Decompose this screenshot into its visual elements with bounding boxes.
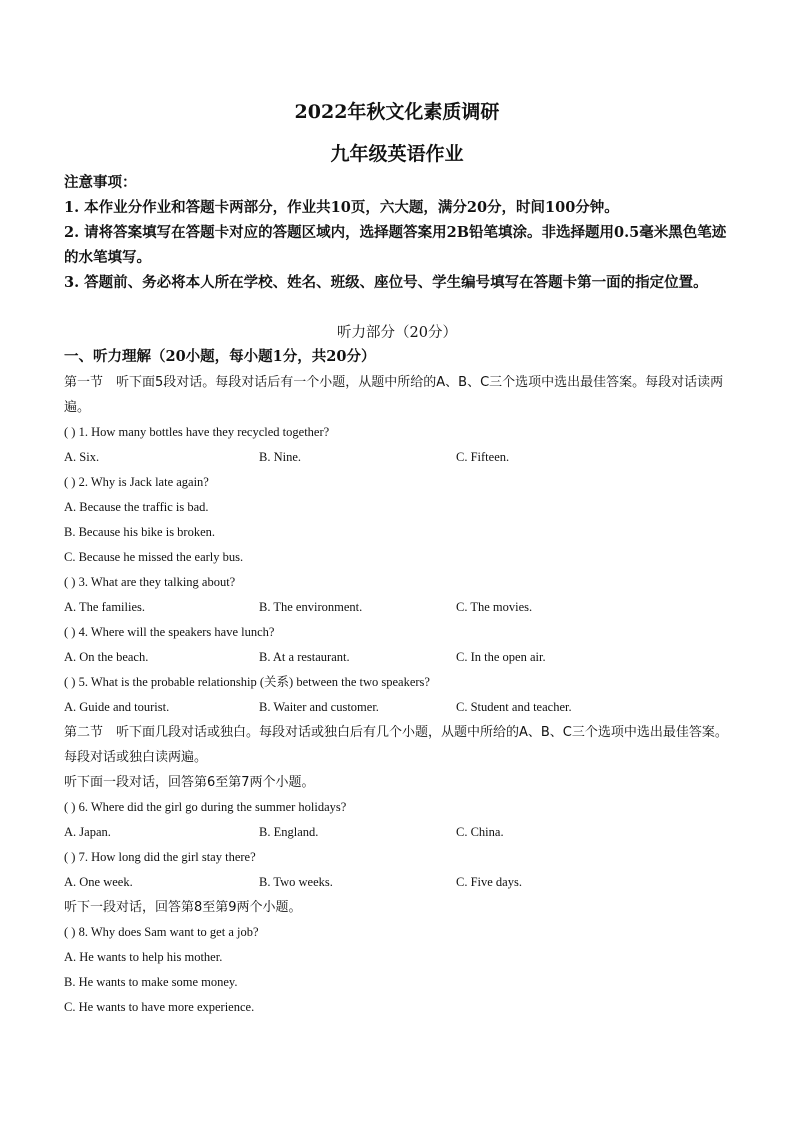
question-3: ( ) 3. What are they talking about? bbox=[64, 575, 236, 589]
option-4c: C. In the open air. bbox=[456, 650, 546, 664]
dialogue-2-intro: 听下一段对话，回答第8至第9两个小题。 bbox=[64, 900, 302, 915]
option-6c: C. China. bbox=[456, 825, 504, 839]
option-3a: A. The families. bbox=[64, 600, 145, 614]
option-1b: B. Nine. bbox=[259, 450, 302, 464]
question-1: ( ) 1. How many bottles have they recycled together? bbox=[64, 425, 330, 439]
options-row-6 bbox=[64, 820, 734, 845]
question-5: ( ) 5. What is the probable relationship (关系) between the two speakers? bbox=[64, 675, 430, 689]
option-3b: B. The environment. bbox=[259, 600, 363, 614]
section-2-intro: 第二节 听下面几段对话或独白。每段对话或独白后有几个小题，从题中所给的A、B、C三个选项中选出最佳答案。每段对话或独白读两遍。 bbox=[64, 725, 728, 765]
note-item-3: 3. 答题前、务必将本人所在学校、姓名、班级、座位号、学生编号填写在答题卡第一面的指定位置。 bbox=[64, 274, 708, 291]
page-title: 2022年秋文化素质调研 bbox=[294, 101, 500, 123]
options-row-3 bbox=[64, 595, 734, 620]
question-2: ( ) 2. Why is Jack late again? bbox=[64, 475, 209, 489]
options-row-4 bbox=[64, 645, 734, 670]
page-subtitle: 九年级英语作业 bbox=[330, 143, 464, 165]
note-item-2: 2. 请将答案填写在答题卡对应的答题区域内，选择题答案用2B铅笔填涂。非选择题用0.5毫米黑色笔迹的水笔填写。 bbox=[64, 224, 727, 266]
option-8a: A. He wants to help his mother. bbox=[64, 950, 223, 964]
option-6b: B. England. bbox=[259, 825, 319, 839]
option-7a: A. One week. bbox=[64, 875, 133, 889]
option-8b: B. He wants to make some money. bbox=[64, 975, 238, 989]
option-7c: C. Five days. bbox=[456, 875, 522, 889]
option-8c: C. He wants to have more experience. bbox=[64, 1000, 255, 1014]
listening-part-title: 听力部分（20分） bbox=[337, 325, 457, 341]
question-6: ( ) 6. Where did the girl go during the summer holidays? bbox=[64, 800, 347, 814]
question-7: ( ) 7. How long did the girl stay there? bbox=[64, 850, 256, 864]
section-title: 一、听力理解（20小题，每小题1分，共20分） bbox=[64, 348, 376, 365]
option-1a: A. Six. bbox=[64, 450, 100, 464]
note-item-1: 1. 本作业分作业和答题卡两部分，作业共10页，六大题，满分20分，时间100分钟。 bbox=[64, 199, 619, 216]
option-5a: A. Guide and tourist. bbox=[64, 700, 170, 714]
option-2a: A. Because the traffic is bad. bbox=[64, 500, 209, 514]
options-row-1 bbox=[64, 445, 734, 470]
question-8: ( ) 8. Why does Sam want to get a job? bbox=[64, 925, 259, 939]
option-7b: B. Two weeks. bbox=[259, 875, 333, 889]
option-4a: A. On the beach. bbox=[64, 650, 149, 664]
option-2c: C. Because he missed the early bus. bbox=[64, 550, 244, 564]
options-row-5 bbox=[64, 695, 734, 720]
question-4: ( ) 4. Where will the speakers have lunch? bbox=[64, 625, 275, 639]
section-1-intro: 第一节 听下面5段对话。每段对话后有一个小题，从题中所给的A、B、C三个选项中选出最佳答案。每段对话读两遍。 bbox=[64, 375, 724, 415]
option-1c: C. Fifteen. bbox=[456, 450, 510, 464]
notes-heading: 注意事项： bbox=[64, 174, 137, 191]
option-3c: C. The movies. bbox=[456, 600, 533, 614]
option-5c: C. Student and teacher. bbox=[456, 700, 572, 714]
options-row-7 bbox=[64, 870, 734, 895]
option-4b: B. At a restaurant. bbox=[259, 650, 350, 664]
option-5b: B. Waiter and customer. bbox=[259, 700, 379, 714]
option-6a: A. Japan. bbox=[64, 825, 111, 839]
dialogue-1-intro: 听下面一段对话，回答第6至第7两个小题。 bbox=[64, 775, 315, 790]
option-2b: B. Because his bike is broken. bbox=[64, 525, 216, 539]
